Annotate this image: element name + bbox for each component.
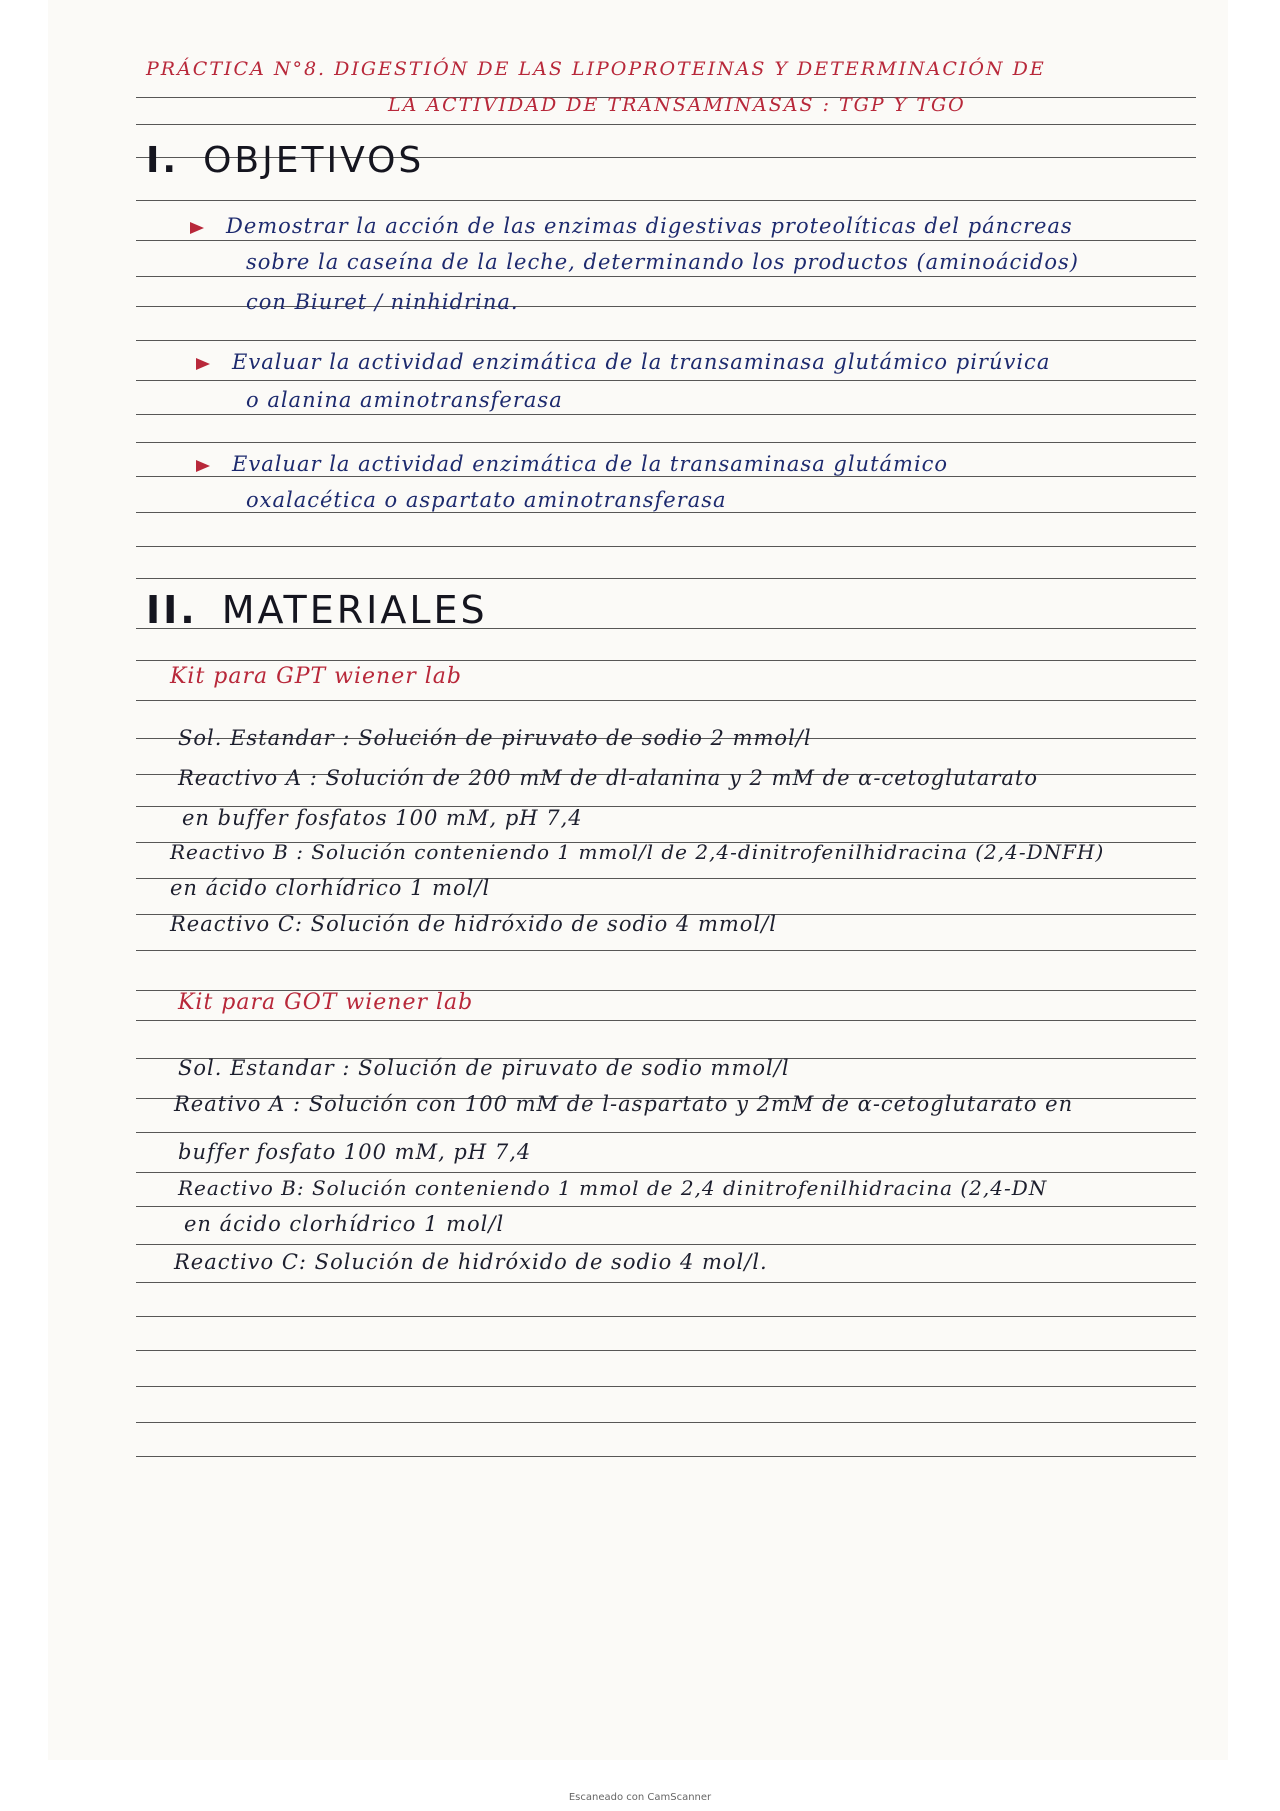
ruled-line bbox=[136, 1350, 1196, 1351]
ruled-line bbox=[136, 546, 1196, 547]
kit-gpt-line-4: Reactivo B : Solución conteniendo 1 mmol/l de 2,4-dinitrofenilhidracina (2,4-DNFH) bbox=[170, 840, 1105, 864]
section-heading-materiales bbox=[146, 588, 488, 632]
ruled-line bbox=[136, 1386, 1196, 1387]
arrow-bullet-icon bbox=[196, 358, 210, 370]
objective-3-line-2: oxalacética o aspartato aminotransferasa bbox=[246, 488, 727, 512]
arrow-bullet-icon bbox=[196, 460, 210, 472]
kit-gpt-title: Kit para GPT wiener lab bbox=[170, 664, 462, 689]
ruled-line bbox=[136, 1422, 1196, 1423]
ruled-line bbox=[136, 442, 1196, 443]
ruled-line bbox=[136, 1020, 1196, 1021]
objective-1-line-2: sobre la caseína de la leche, determinando los productos (aminoácidos) bbox=[246, 250, 1080, 274]
ruled-line bbox=[136, 240, 1196, 241]
kit-got-line-3: buffer fosfato 100 mM, pH 7,4 bbox=[178, 1140, 532, 1164]
section-title: MATERIALES bbox=[221, 588, 488, 632]
ruled-line bbox=[136, 1244, 1196, 1245]
ruled-line bbox=[136, 340, 1196, 341]
arrow-bullet-icon bbox=[190, 222, 204, 234]
kit-gpt-line-3: en buffer fosfatos 100 mM, pH 7,4 bbox=[182, 806, 583, 830]
objective-1-line-1: Demostrar la acción de las enzimas digestivas proteolíticas del páncreas bbox=[190, 214, 1073, 238]
ruled-line bbox=[136, 1172, 1196, 1173]
section-number: I. bbox=[146, 140, 180, 181]
objective-2-line-1: Evaluar la actividad enzimática de la transaminasa glutámico pirúvica bbox=[196, 350, 1050, 374]
kit-got-line-4: Reactivo B: Solución conteniendo 1 mmol de 2,4 dinitrofenilhidracina (2,4-DN bbox=[178, 1176, 1048, 1200]
kit-gpt-line-1: Sol. Estandar : Solución de piruvato de sodio 2 mmol/l bbox=[178, 726, 812, 750]
kit-gpt-line-6: Reactivo C: Solución de hidróxido de sodio 4 mmol/l bbox=[170, 912, 777, 936]
practice-title-line-1: PRÁCTICA N°8. DIGESTIÓN DE LAS LIPOPROTEINAS Y DETERMINACIÓN DE bbox=[146, 58, 1046, 80]
ruled-line bbox=[136, 1456, 1196, 1457]
kit-got-line-5: en ácido clorhídrico 1 mol/l bbox=[184, 1212, 505, 1236]
ruled-line bbox=[136, 700, 1196, 701]
kit-got-line-6: Reactivo C: Solución de hidróxido de sodio 4 mol/l. bbox=[174, 1250, 768, 1274]
objective-1-line-3: con Biuret / ninhidrina. bbox=[246, 290, 519, 314]
kit-gpt-line-5: en ácido clorhídrico 1 mol/l bbox=[170, 876, 491, 900]
ruled-line bbox=[136, 1206, 1196, 1207]
ruled-line bbox=[136, 1316, 1196, 1317]
ruled-line bbox=[136, 200, 1196, 201]
objective-3-line-1: Evaluar la actividad enzimática de la transaminasa glutámico bbox=[196, 452, 948, 476]
kit-got-line-2: Reativo A : Solución con 100 mM de l-aspartato y 2mM de α-cetoglutarato en bbox=[174, 1092, 1074, 1116]
practice-title-line-2: LA ACTIVIDAD DE TRANSAMINASAS : TGP Y TGO bbox=[388, 94, 966, 116]
ruled-line bbox=[136, 1282, 1196, 1283]
kit-got-line-1: Sol. Estandar : Solución de piruvato de sodio mmol/l bbox=[178, 1056, 790, 1080]
ruled-line bbox=[136, 476, 1196, 477]
kit-got-title: Kit para GOT wiener lab bbox=[178, 990, 474, 1015]
scanner-watermark: Escaneado con CamScanner bbox=[568, 1792, 712, 1803]
ruled-line bbox=[136, 660, 1196, 661]
kit-gpt-line-2: Reactivo A : Solución de 200 mM de dl-alanina y 2 mM de α-cetoglutarato bbox=[178, 766, 1038, 790]
ruled-line bbox=[136, 1132, 1196, 1133]
section-heading-objetivos bbox=[146, 140, 424, 181]
ruled-line bbox=[136, 414, 1196, 415]
ruled-line bbox=[136, 512, 1196, 513]
section-title: OBJETIVOS bbox=[203, 140, 425, 181]
ruled-line bbox=[136, 276, 1196, 277]
ruled-line bbox=[136, 950, 1196, 951]
ruled-line bbox=[136, 124, 1196, 125]
objective-2-line-2: o alanina aminotransferasa bbox=[246, 388, 563, 412]
section-number: II. bbox=[146, 588, 198, 632]
ruled-line bbox=[136, 380, 1196, 381]
notebook-page bbox=[48, 0, 1228, 1760]
ruled-line bbox=[136, 578, 1196, 579]
